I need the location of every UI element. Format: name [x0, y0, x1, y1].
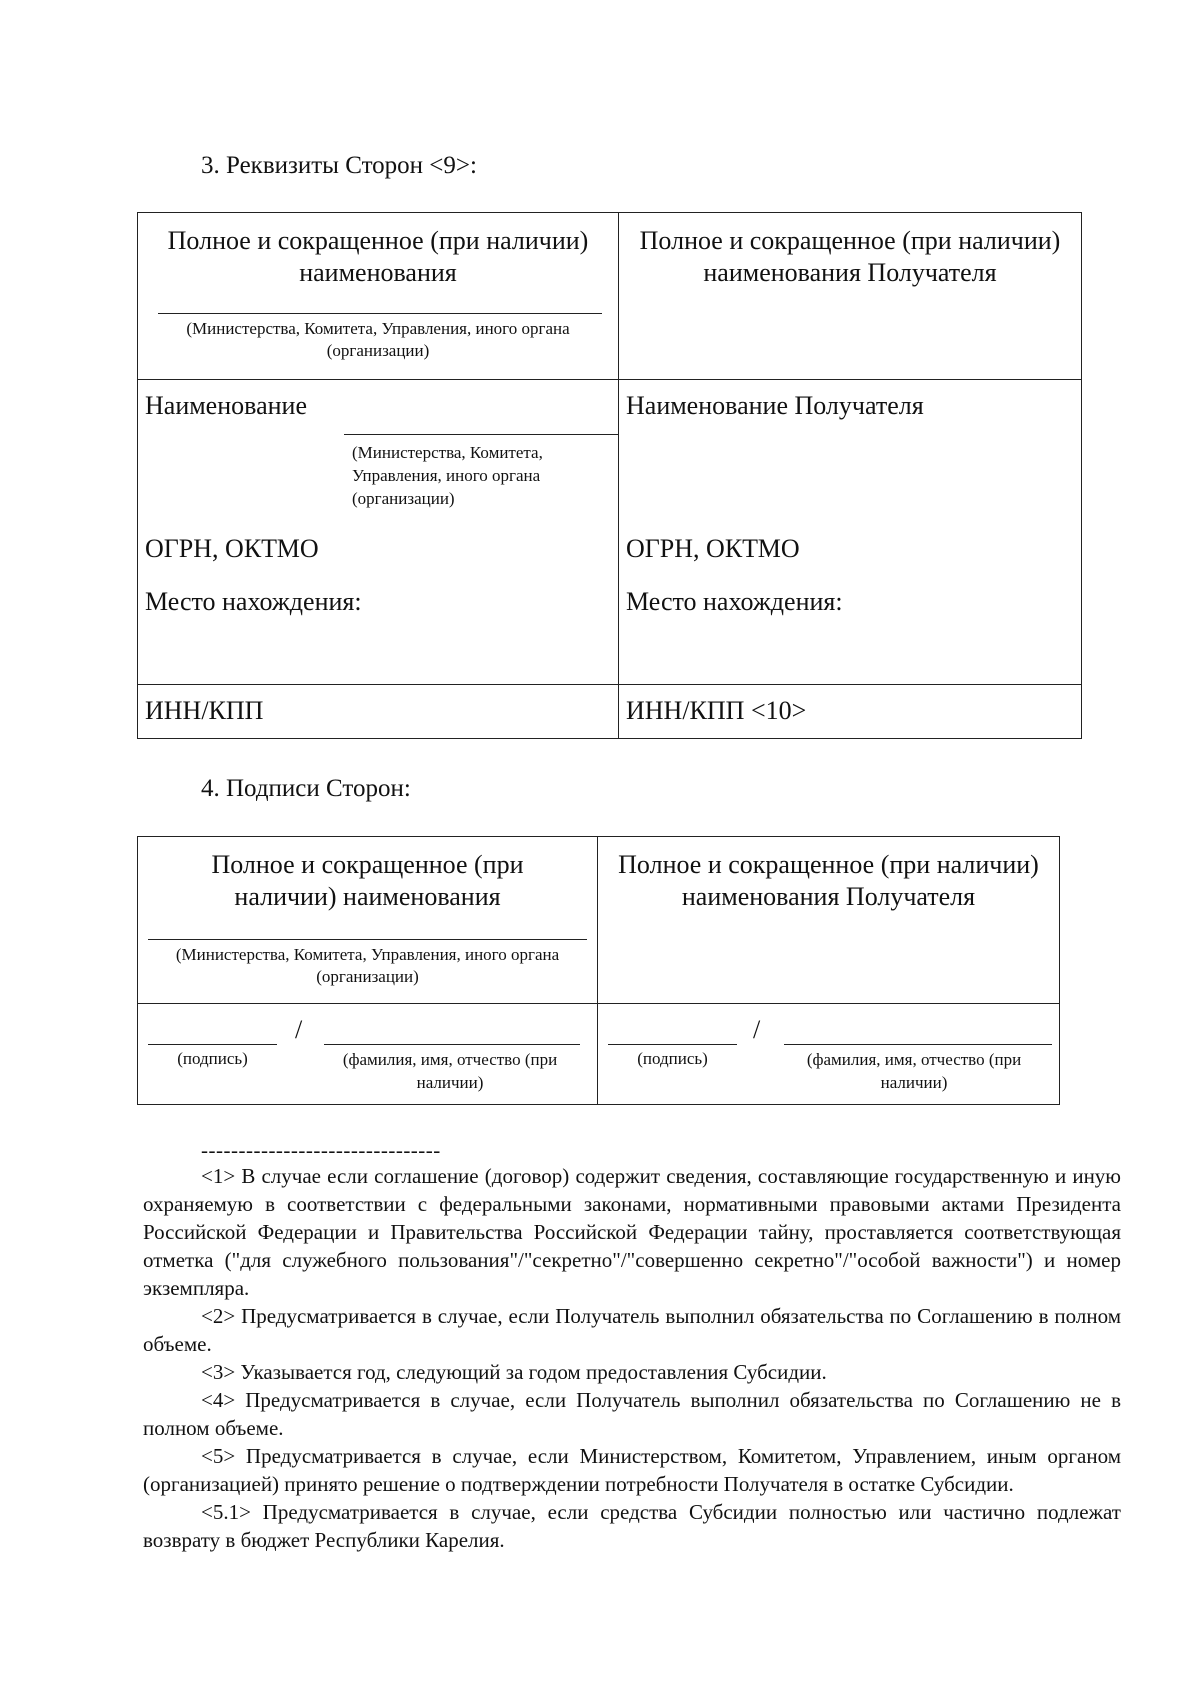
footnotes: [143, 1138, 1121, 1554]
name-underline: [158, 313, 602, 314]
right-ogrn-label: ОГРН, ОКТМО: [626, 534, 800, 563]
section-4-title: 4. Подписи Сторон:: [201, 775, 411, 802]
signatures-right-header-cell: [598, 837, 1060, 1004]
signatures-right-header: Полное и сокращенное (при наличии) наименования Получателя: [618, 850, 1039, 911]
left-signature-line: [148, 1044, 277, 1045]
footnote-2: <2> Предусматривается в случае, если Получатель выполнил обязательства по Соглашению в полном объеме.: [143, 1304, 1121, 1356]
signatures-left-header: Полное и сокращенное (при наличии) наименования: [211, 850, 524, 911]
left-name-note: (Министерства, Комитета, Управления, иного органа (организации): [352, 443, 543, 508]
right-fio-line: [784, 1044, 1052, 1045]
left-inn-label: ИНН/КПП: [145, 696, 264, 725]
left-fio-note: (фамилия, имя, отчество (при наличии): [342, 1050, 558, 1092]
right-fio-note: (фамилия, имя, отчество (при наличии): [806, 1050, 1022, 1092]
requisites-left-header: Полное и сокращенное (при наличии) наименования: [167, 226, 589, 287]
requisites-left-details-cell: [138, 380, 619, 685]
requisites-left-header-cell: [138, 213, 619, 380]
right-signature-note: (подпись): [637, 1049, 708, 1068]
left-slash: /: [295, 1015, 303, 1044]
left-ogrn-label: ОГРН, ОКТМО: [145, 534, 319, 563]
left-name-underline: [344, 434, 618, 435]
signatures-table: [137, 836, 1060, 1105]
footnote-1: <1> В случае если соглашение (договор) содержит сведения, составляющие государственную и иную охраняемую в соответствии с федеральными законами, нормативными правовыми актами Президента Российской Федерации и Правительства Российской Федерации тайну, проставляется соответствующая отметка ("для служебного пользования"/"секретно"/"совершенно секретно"/"особой важности") и номер экземпляра.: [143, 1164, 1121, 1300]
section-3-title: 3. Реквизиты Сторон <9>:: [201, 152, 477, 179]
left-signature-note: (подпись): [177, 1049, 248, 1068]
left-fio-line: [324, 1044, 580, 1045]
requisites-right-details-cell: [619, 380, 1082, 685]
right-location-label: Место нахождения:: [626, 587, 843, 616]
right-slash: /: [753, 1015, 761, 1044]
right-inn-cell: [619, 685, 1082, 739]
signatures-name-underline: [148, 939, 587, 940]
left-signature-cell: [138, 1004, 598, 1105]
left-name-label: Наименование: [145, 391, 307, 420]
footnote-4: <4> Предусматривается в случае, если Получатель выполнил обязательства по Соглашению не в полном объеме.: [143, 1388, 1121, 1440]
requisites-table: [137, 212, 1082, 739]
signatures-left-header-cell: [138, 837, 598, 1004]
requisites-right-header-cell: [619, 213, 1082, 380]
right-name-label: Наименование Получателя: [626, 391, 924, 420]
footnote-5: <5> Предусматривается в случае, если Министерством, Комитетом, Управлением, иным органом (организацией) принято решение о подтверждении потребности Получателя в остатке Субсидии.: [143, 1444, 1121, 1496]
footnote-5-1: <5.1> Предусматривается в случае, если средства Субсидии полностью или частично подлежат возврату в бюджет Республики Карелия.: [143, 1500, 1121, 1552]
signatures-left-header-note: (Министерства, Комитета, Управления, иного органа (организации): [175, 945, 560, 986]
requisites-left-header-note: (Министерства, Комитета, Управления, иного органа (организации): [186, 319, 570, 360]
footnotes-divider: --------------------------------: [201, 1138, 441, 1162]
left-location-label: Место нахождения:: [145, 587, 362, 616]
right-signature-line: [608, 1044, 737, 1045]
footnote-3: <3> Указывается год, следующий за годом предоставления Субсидии.: [201, 1360, 827, 1384]
requisites-right-header: Полное и сокращенное (при наличии) наименования Получателя: [639, 226, 1061, 287]
right-inn-label: ИНН/КПП <10>: [626, 696, 807, 725]
left-inn-cell: [138, 685, 619, 739]
right-signature-cell: [598, 1004, 1060, 1105]
